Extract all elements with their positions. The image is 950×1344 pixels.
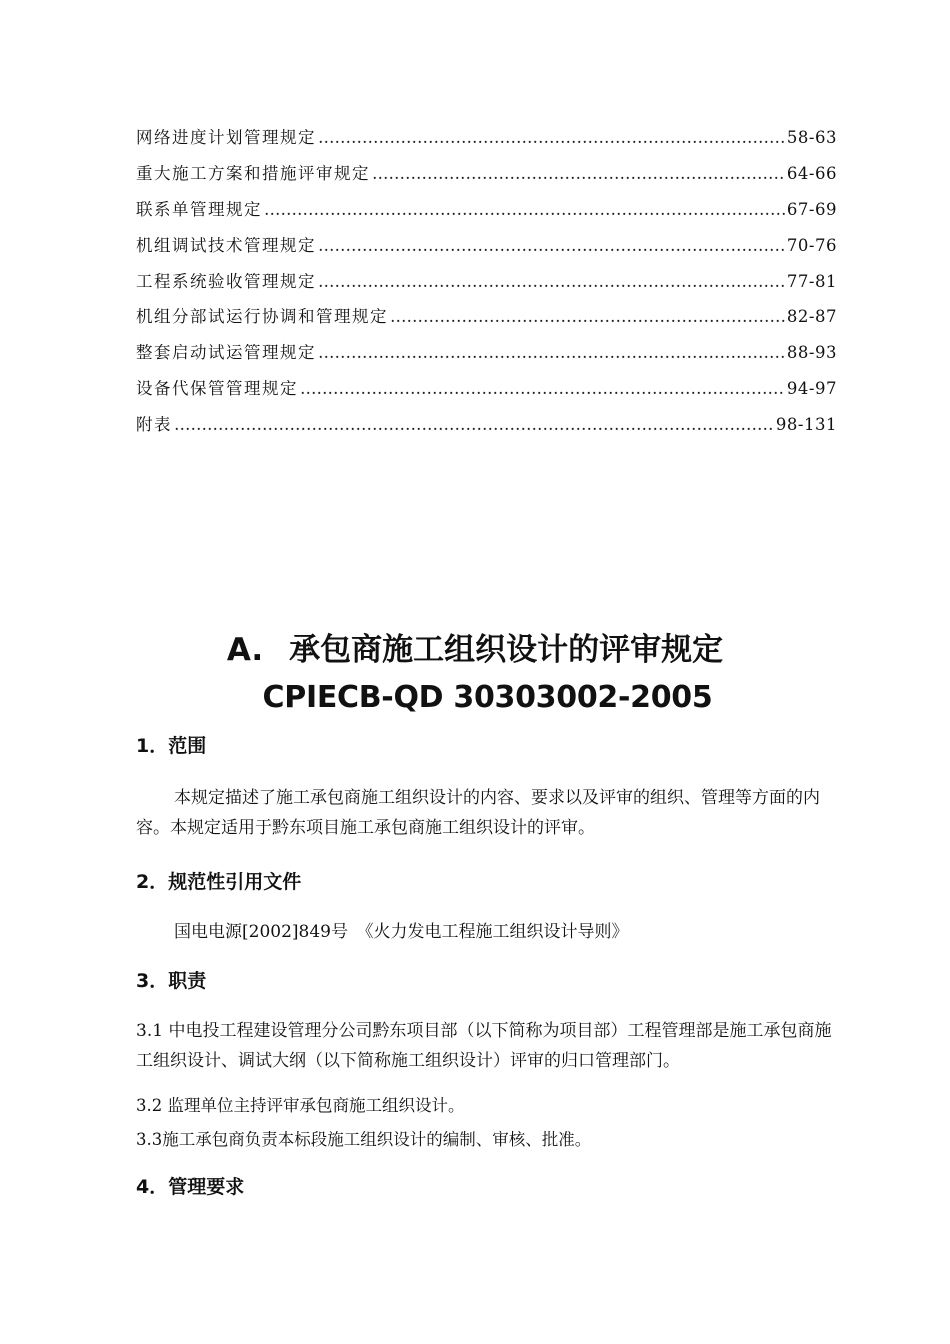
responsibility-3-3: 3.3施工承包商负责本标段施工组织设计的编制、审核、批准。 xyxy=(136,1130,592,1149)
toc-entry[interactable] xyxy=(136,375,837,411)
section-heading-responsibilities: 3．职责 xyxy=(136,970,207,992)
toc-dot-leader xyxy=(390,303,785,331)
section-body-references: 国电电源[2002]849号 《火力发电工程施工组织设计导则》 xyxy=(174,922,629,942)
toc-entry-pages: 88-93 xyxy=(786,343,837,363)
toc-entry[interactable] xyxy=(136,268,837,304)
toc-entry-title: 联系单管理规定 xyxy=(136,199,262,219)
section-heading-references: 2．规范性引用文件 xyxy=(136,871,302,893)
document-code: CPIECB-QD 30303002-2005 xyxy=(262,680,713,715)
toc-entry-title: 机组调试技术管理规定 xyxy=(136,235,316,255)
section-body-scope: 本规定描述了施工承包商施工组织设计的内容、要求以及评审的组织、管理等方面的内容。本规定适用于黔东项目施工承包商施工组织设计的评审。 xyxy=(136,788,820,838)
toc-entry-title: 附表 xyxy=(136,415,172,435)
toc-dot-leader xyxy=(300,375,785,403)
toc-dot-leader xyxy=(318,232,785,260)
toc-entry-pages: 98-131 xyxy=(775,415,837,435)
toc-dot-leader xyxy=(318,268,785,296)
document-title xyxy=(0,628,950,672)
toc-entry-pages: 94-97 xyxy=(786,379,837,399)
toc-entry-title: 工程系统验收管理规定 xyxy=(136,271,316,291)
responsibility-3-1: 3.1 中电投工程建设管理分公司黔东项目部（以下简称为项目部）工程管理部是施工承包商施工组织设计、调试大纲（以下简称施工组织设计）评审的归口管理部门。 xyxy=(136,1021,832,1071)
toc-entry-title: 设备代保管管理规定 xyxy=(136,379,298,399)
toc-entry[interactable] xyxy=(136,196,837,232)
toc-entry[interactable] xyxy=(136,411,837,447)
toc-dot-leader xyxy=(264,196,785,224)
toc-entry-pages: 77-81 xyxy=(786,271,837,291)
title-text: 承包商施工组织设计的评审规定 xyxy=(289,632,724,668)
responsibility-3-2: 3.2 监理单位主持评审承包商施工组织设计。 xyxy=(136,1096,465,1115)
toc-entry-title: 重大施工方案和措施评审规定 xyxy=(136,163,370,183)
toc-entry-pages: 58-63 xyxy=(786,128,837,147)
toc-dot-leader xyxy=(174,411,774,439)
toc-entry-pages: 67-69 xyxy=(786,199,837,219)
title-letter: A. xyxy=(226,632,264,668)
section-heading-scope: 1．范围 xyxy=(136,735,207,757)
toc-entry[interactable] xyxy=(136,160,837,196)
toc-entry[interactable] xyxy=(136,303,837,339)
table-of-contents xyxy=(136,124,837,447)
toc-entry-title: 机组分部试运行协调和管理规定 xyxy=(136,307,388,327)
toc-entry-title: 整套启动试运管理规定 xyxy=(136,343,316,363)
toc-dot-leader xyxy=(372,160,785,188)
toc-dot-leader xyxy=(318,124,785,152)
toc-entry-title: 网络进度计划管理规定 xyxy=(136,128,316,147)
toc-entry[interactable] xyxy=(136,339,837,375)
toc-dot-leader xyxy=(318,339,785,367)
toc-entry[interactable] xyxy=(136,232,837,268)
toc-entry-pages: 82-87 xyxy=(786,307,837,327)
toc-entry-pages: 70-76 xyxy=(786,235,837,255)
toc-entry[interactable] xyxy=(136,124,837,160)
section-heading-management: 4．管理要求 xyxy=(136,1176,245,1198)
toc-entry-pages: 64-66 xyxy=(786,163,837,183)
